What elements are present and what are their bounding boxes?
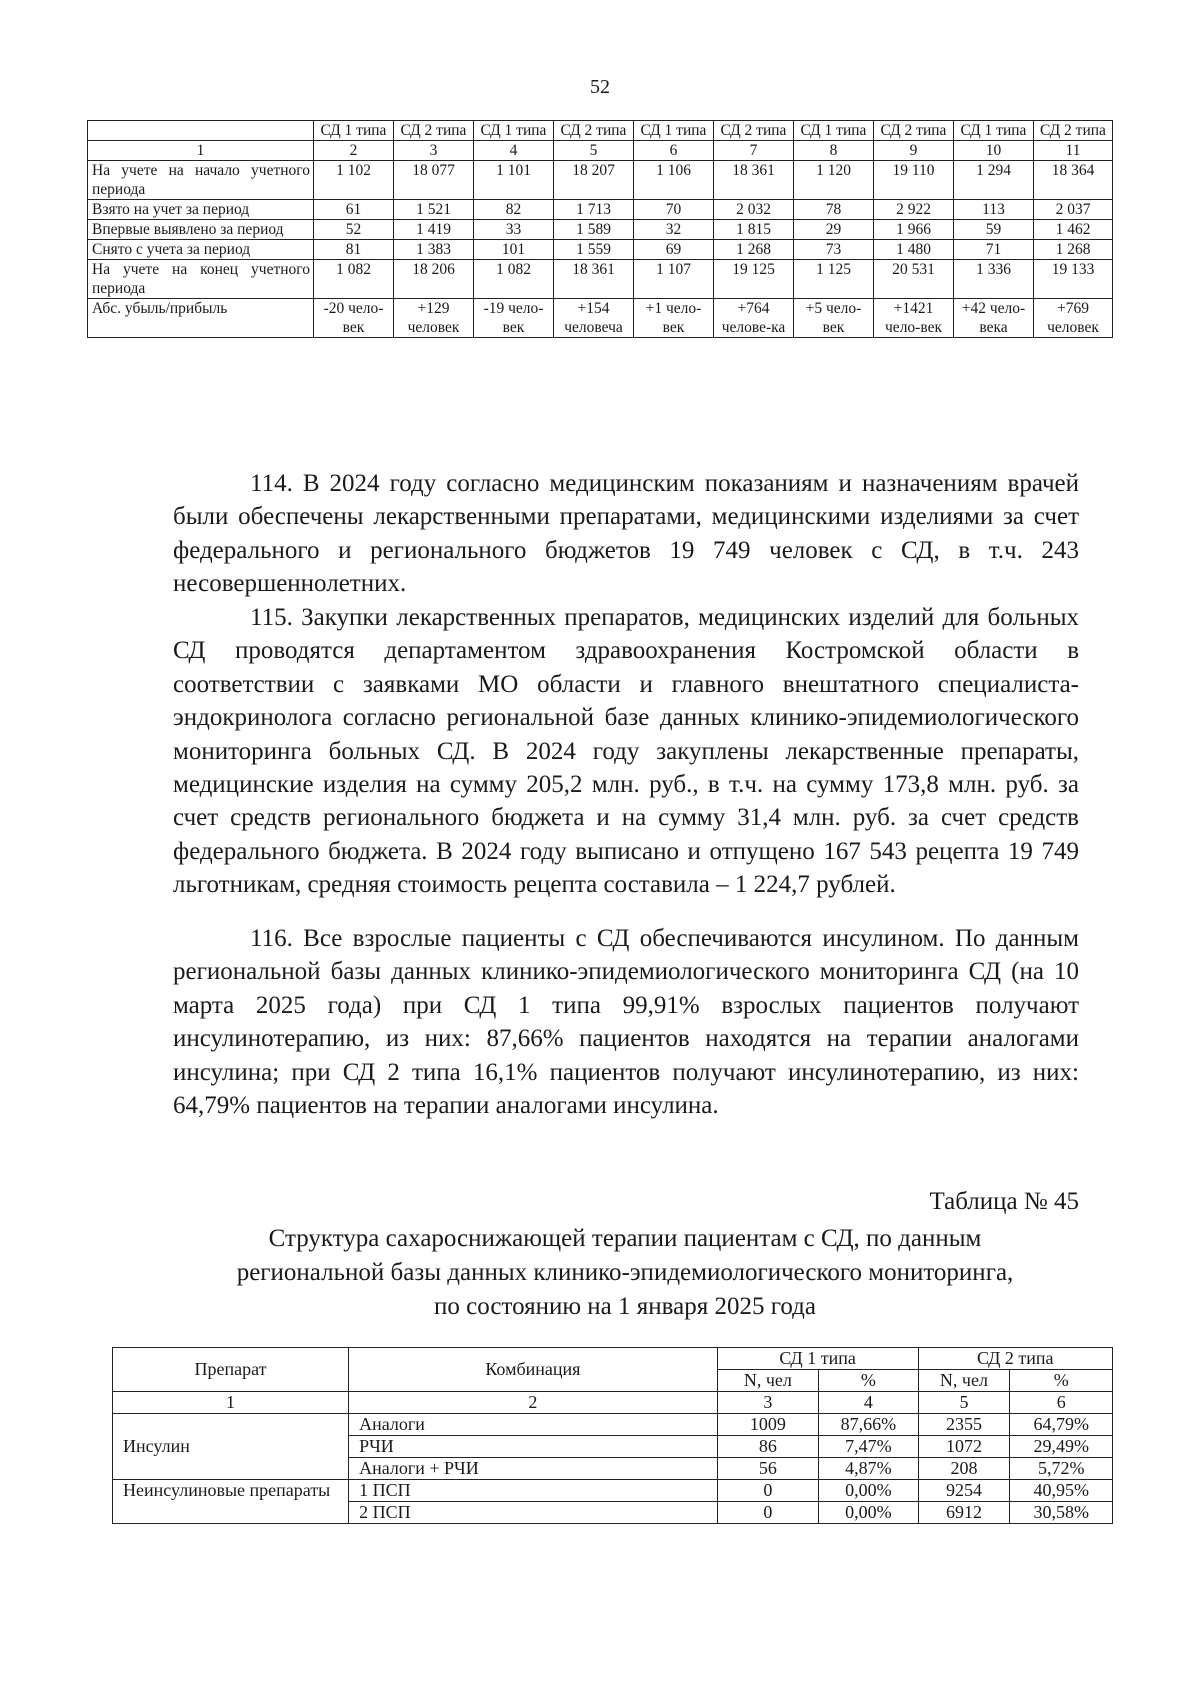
column-number-cell: 5 [918,1392,1010,1414]
table-cell: 32 [634,220,714,240]
therapy-structure-table [112,1347,1113,1524]
table-row [88,240,1113,260]
drug-cell: Неинсулиновые препараты [113,1480,349,1524]
combination-cell: РЧИ [349,1436,718,1458]
row-label: Абс. убыль/прибыль [88,299,314,338]
header-sd1: СД 1 типа [717,1348,918,1370]
table-number-label: Таблица № 45 [929,1188,1079,1215]
table-cell: 1 480 [874,240,954,260]
table-cell: 1 106 [634,161,714,200]
table-cell: 86 [717,1436,818,1458]
header-cell: СД 1 типа [474,121,554,141]
table-cell: 1 589 [554,220,634,240]
table-cell: 1 336 [954,260,1034,299]
table-cell: 73 [794,240,874,260]
table-cell: 1 713 [554,200,634,220]
table-cell: 1 294 [954,161,1034,200]
table-cell: 208 [918,1458,1010,1480]
table-cell: 19 125 [714,260,794,299]
header-cell: СД 2 типа [1034,121,1113,141]
combination-cell: 2 ПСП [349,1502,718,1524]
table-cell: +1421 чело-век [874,299,954,338]
table-cell: 18 207 [554,161,634,200]
column-number-cell: 4 [819,1392,918,1414]
table-cell: 2 032 [714,200,794,220]
table-cell: 18 364 [1034,161,1113,200]
combination-cell: Аналоги [349,1414,718,1436]
header-cell: СД 1 типа [634,121,714,141]
table-cell: 1 419 [394,220,474,240]
header-cell: СД 2 типа [714,121,794,141]
paragraph-116: 116. Все взрослые пациенты с СД обеспечиваются инсулином. По данным региональной базы данных клинико-эпидемиологического мониторинга СД (на 10 марта 2025 года) при СД 1 типа 99,91% взрослых пациентов получают инсулинотерапию, из них: 87,66% пациентов находятся на терапии аналогами инсулина; при СД 2 типа 16,1% пациентов получают инсулинотерапию, из них: 64,79% пациентов на терапии аналогами инсулина. [173,925,1079,1120]
table-cell: +764 челове-ка [714,299,794,338]
table-cell: 101 [474,240,554,260]
column-number-row [113,1392,1113,1414]
table-row [88,260,1113,299]
table-cell: 1 102 [314,161,394,200]
table-cell: 1 107 [634,260,714,299]
table-cell: -20 чело-век [314,299,394,338]
table-title-line: по состоянию на 1 января 2025 года [434,1293,816,1320]
table-cell: 6912 [918,1502,1010,1524]
combination-cell: 1 ПСП [349,1480,718,1502]
column-number-cell: 3 [717,1392,818,1414]
table-cell: 19 133 [1034,260,1113,299]
header-cell: СД 1 типа [794,121,874,141]
header-cell: СД 2 типа [394,121,474,141]
table-cell: 1 815 [714,220,794,240]
table-title-line: региональной базы данных клинико-эпидемиологического мониторинга, [236,1259,1014,1286]
table-cell: 52 [314,220,394,240]
table-cell: 30,58% [1010,1502,1113,1524]
table-cell: +1 чело-век [634,299,714,338]
table-cell: 1 383 [394,240,474,260]
column-number-cell: 11 [1034,141,1113,161]
table-cell: +154 человеча [554,299,634,338]
row-label: На учете на начало учетного периода [88,161,314,200]
column-number-cell: 10 [954,141,1034,161]
table-row [88,220,1113,240]
table-cell: 0,00% [819,1480,918,1502]
column-number-cell: 2 [314,141,394,161]
table-row [88,299,1113,338]
table-cell: +129 человек [394,299,474,338]
column-number-cell: 2 [349,1392,718,1414]
table-cell: 81 [314,240,394,260]
page-number: 52 [590,76,610,98]
table-cell: 1 082 [474,260,554,299]
table-cell: 20 531 [874,260,954,299]
table-cell: 2 922 [874,200,954,220]
column-number-cell: 8 [794,141,874,161]
column-number-cell: 6 [634,141,714,161]
header-combination: Комбинация [349,1348,718,1392]
header-drug: Препарат [113,1348,349,1392]
table-header-row [113,1348,1113,1370]
header-cell: СД 2 типа [554,121,634,141]
table-cell: 4,87% [819,1458,918,1480]
table-cell: 69 [634,240,714,260]
table-cell: +769 человек [1034,299,1113,338]
table-cell: 18 361 [554,260,634,299]
header-cell: СД 1 типа [314,121,394,141]
table-cell: 1 559 [554,240,634,260]
table-cell: 82 [474,200,554,220]
table-cell: 18 077 [394,161,474,200]
table-title-line: Структура сахароснижающей терапии пациентам с СД, по данным [268,1225,982,1252]
table-cell: 1 125 [794,260,874,299]
table-row [113,1414,1113,1436]
table-cell: 61 [314,200,394,220]
drug-cell: Инсулин [113,1414,349,1480]
table-row [113,1480,1113,1502]
table-cell: 18 206 [394,260,474,299]
table-cell: 87,66% [819,1414,918,1436]
table-cell: 1 101 [474,161,554,200]
table-cell: +42 чело-века [954,299,1034,338]
table-cell: 29,49% [1010,1436,1113,1458]
column-number-cell: 3 [394,141,474,161]
table-cell: 2355 [918,1414,1010,1436]
column-number-cell: 7 [714,141,794,161]
table-cell: 64,79% [1010,1414,1113,1436]
table-cell: 0,00% [819,1502,918,1524]
table-cell: 78 [794,200,874,220]
table-cell: 1072 [918,1436,1010,1458]
header-percent: % [819,1370,918,1392]
table-cell: 71 [954,240,1034,260]
column-number-cell: 1 [88,141,314,161]
row-label: На учете на конец учетного периода [88,260,314,299]
table-cell: 1009 [717,1414,818,1436]
table-cell: 1 966 [874,220,954,240]
table-cell: +5 чело-век [794,299,874,338]
table-cell: 1 462 [1034,220,1113,240]
column-number-cell: 6 [1010,1392,1113,1414]
table-title [150,1222,1100,1324]
table-cell: 1 268 [1034,240,1113,260]
header-n: N, чел [918,1370,1010,1392]
column-number-cell: 1 [113,1392,349,1414]
column-number-cell: 9 [874,141,954,161]
table-cell: 19 110 [874,161,954,200]
table-cell: 18 361 [714,161,794,200]
table-cell: 1 082 [314,260,394,299]
column-number-cell: 4 [474,141,554,161]
table-cell: 56 [717,1458,818,1480]
table-row [88,161,1113,200]
patient-register-table [87,120,1113,338]
combination-cell: Аналоги + РЧИ [349,1458,718,1480]
row-label: Взято на учет за период [88,200,314,220]
table-cell: 0 [717,1480,818,1502]
table-cell: 40,95% [1010,1480,1113,1502]
table-cell: -19 чело-век [474,299,554,338]
header-n: N, чел [717,1370,818,1392]
table-cell: 1 268 [714,240,794,260]
column-number-cell: 5 [554,141,634,161]
row-label: Снято с учета за период [88,240,314,260]
table-cell: 7,47% [819,1436,918,1458]
table-cell: 1 120 [794,161,874,200]
table-cell: 29 [794,220,874,240]
table-cell: 59 [954,220,1034,240]
header-percent: % [1010,1370,1113,1392]
table-header-row [88,121,1113,141]
paragraph-114: 114. В 2024 году согласно медицинским показаниям и назначениям врачей были обеспечены лекарственными препаратами, медицинскими изделиями за счет федерального и регионального бюджетов 19 749 человек с СД, в т.ч. 243 несовершеннолетних. [173,470,1079,598]
table-row [88,200,1113,220]
table-cell: 1 521 [394,200,474,220]
row-label: Впервые выявлено за период [88,220,314,240]
table-cell: 0 [717,1502,818,1524]
table-cell: 5,72% [1010,1458,1113,1480]
header-sd2: СД 2 типа [918,1348,1113,1370]
paragraph-115: 115. Закупки лекарственных препаратов, медицинских изделий для больных СД проводятся департаментом здравоохранения Костромской области в соответствии с заявками МО области и главного внештатного специалиста-эндокринолога согласно региональной базе данных клинико-эпидемиологического мониторинга больных СД. В 2024 году закуплены лекарственные препараты, медицинские изделия на сумму 205,2 млн. руб., в т.ч. на сумму 173,8 млн. руб. за счет средств регионального бюджета и на сумму 31,4 млн. руб. за счет средств федерального бюджета. В 2024 году выписано и отпущено 167 543 рецепта 19 749 льготникам, средняя стоимость рецепта составила – 1 224,7 рублей. [173,604,1079,899]
table-cell: 70 [634,200,714,220]
header-cell: СД 2 типа [874,121,954,141]
table-cell: 33 [474,220,554,240]
table-corner-cell [88,121,314,141]
table-cell: 2 037 [1034,200,1113,220]
table-cell: 113 [954,200,1034,220]
column-number-row [88,141,1113,161]
header-cell: СД 1 типа [954,121,1034,141]
table-cell: 9254 [918,1480,1010,1502]
